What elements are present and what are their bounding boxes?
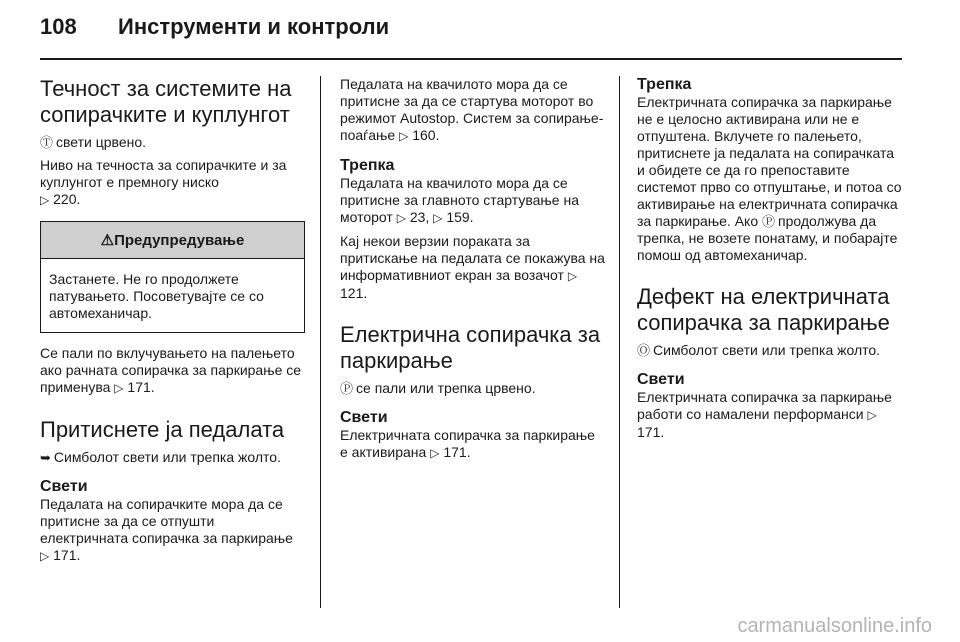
page-header (40, 14, 389, 40)
reference-arrow-icon: ▷ (399, 129, 409, 143)
paragraph: Ⓞ Симболот свети или трепка жолто. (637, 342, 881, 358)
watermark: carmanualsonline.info (737, 615, 932, 637)
section-heading: Електрична сопирачка за паркирање (340, 322, 601, 373)
page-number: 108 (40, 14, 77, 39)
reference-arrow-icon: ▷ (40, 549, 50, 563)
subheading: Трепка (637, 76, 692, 93)
paragraph: Педалата на квачилото мора да се притисне за да се стартува моторот во режимот Autostop. Систем за сопирање-поаѓање ▷ 160. (340, 76, 604, 143)
paragraph: Ⓣ свети црвено. (40, 134, 147, 150)
paragraph: Педалата на квачилото мора да се притисне за главното стартување на моторот ▷ 23, ▷ 159. (340, 175, 579, 225)
page-title: Инструменти и контроли (118, 14, 390, 39)
paragraph: Електричната сопирачка за паркирање работи со намалени перформанси ▷ 171. (637, 389, 892, 440)
section-heading: Дефект на електричната сопирачка за паркирање (637, 284, 890, 335)
column-divider (619, 76, 620, 608)
header-rule (40, 58, 902, 60)
brake-warning-icon: Ⓣ (40, 135, 54, 150)
section-heading: Течност за системите на сопирачките и куплунгот (40, 76, 292, 127)
paragraph: Педалата на сопирачките мора да се притисне за да се отпушти електричната сопирачка за паркирање ▷ 171. (40, 496, 293, 563)
paragraph: Кај некои верзии пораката за притискање на педалата се покажува на информативниот екран за возачот ▷ 121. (340, 233, 605, 301)
reference-arrow-icon: ▷ (40, 193, 50, 207)
reference-arrow-icon: ▷ (396, 211, 406, 225)
pedal-icon: ➥ (40, 450, 51, 465)
warning-triangle-icon: ⚠ (100, 232, 115, 249)
reference-arrow-icon: ▷ (867, 408, 877, 422)
paragraph: ➥ Симболот свети или трепка жолто. (40, 449, 281, 465)
parking-brake-icon: Ⓟ (762, 214, 776, 229)
column-3 (637, 76, 902, 441)
reference-arrow-icon: ▷ (433, 211, 443, 225)
parking-brake-icon: Ⓟ (340, 381, 354, 396)
section-heading: Притиснете ја педалата (40, 417, 285, 442)
reference-arrow-icon: ▷ (567, 269, 578, 283)
warning-text: Застанете. Не го продолжете патувањето. Посоветувајте се со автомеханичар. (49, 271, 264, 321)
column-divider (320, 76, 321, 608)
paragraph: Ниво на течноста за сопирачките и за куплунгот е премногу ниско ▷ 220. (40, 157, 287, 207)
paragraph: Електричната сопирачка за паркирање е активирана ▷ 171. (340, 427, 595, 460)
paragraph: Се пали по вклучувањето на палењето ако рачната сопирачка за паркирање се применува ▷ 171. (40, 345, 302, 395)
warning-header: ⚠Предупредување (41, 222, 304, 259)
reference-arrow-icon: ▷ (430, 446, 440, 460)
subheading: Свети (340, 409, 388, 426)
paragraph: Електричната сопирачка за паркирање не е целосно активирана или не е отпуштена. Вклучете го палењето, притиснете ја педалата на сопирачката и обидете се да го препоставите системот прво со отпуштање, и потоа со активирање на електричната сопирачка за паркирање. Ако Ⓟ продолжува да трепка, не возете понатаму, и побарајте помош од автомеханичар. (637, 94, 902, 263)
subheading: Свети (40, 478, 88, 495)
subheading: Свети (637, 371, 685, 388)
column-1 (40, 76, 305, 565)
column-2 (340, 76, 605, 462)
reference-arrow-icon: ▷ (114, 381, 124, 395)
subheading: Трепка (340, 157, 395, 174)
warning-box (40, 221, 305, 333)
parking-brake-fault-icon: Ⓞ (637, 343, 651, 358)
paragraph: Ⓟ се пали или трепка црвено. (340, 380, 536, 396)
